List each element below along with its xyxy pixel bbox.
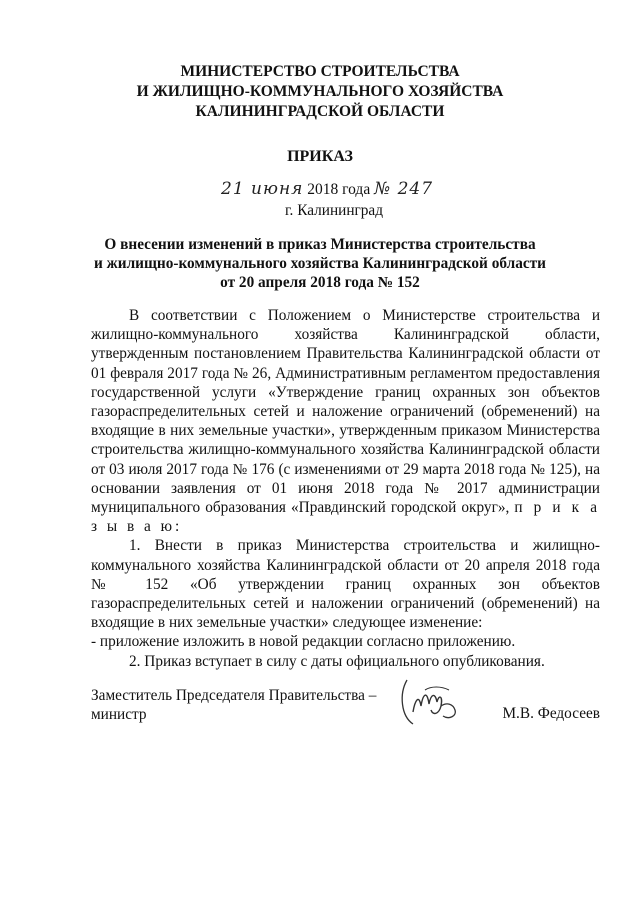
preamble-text: В соответствии с Положением о Министерстве строительства и жилищно-коммунального хозяйства Калининградской области, утвержденным постановлением Правительства Калининградской области от 01 февраля 2017 года № 26, Административным регламентом предоставления государственной услуги «Утверждение границ охранных зон объектов газораспределительных сетей и наложение ограничений (обременений) на входящие в них земельные участки», утвержденным приказом Министерства строительства жилищно-коммунального хозяйства Калининградской области от 03 июля 2017 года № 176 (с изменениями от 29 марта 2018 года № 125), на основании заявления от 01 июня 2018 года № 2017 администрации муниципального образования «Правдинский городской округ»,: [91, 307, 600, 517]
position-line-1: Заместитель Председателя Правительства –: [91, 687, 377, 704]
date-year: 2018 года: [307, 181, 371, 198]
header-line-3: КАЛИНИНГРАДСКОЙ ОБЛАСТИ: [195, 103, 445, 120]
subject-line-2: и жилищно-коммунального хозяйства Калининградской области: [94, 255, 546, 272]
handwritten-number: № 247: [374, 179, 434, 199]
item-2: 2. Приказ вступает в силу с даты официального опубликования.: [129, 652, 545, 670]
order-body: [91, 306, 600, 671]
order-subject: [0, 235, 640, 292]
handwritten-date: 21 июня: [221, 179, 304, 199]
decree-word: п р и к а з ы в а ю:: [91, 499, 600, 536]
position-line-2: министр: [91, 706, 147, 723]
preamble-paragraph: [91, 306, 600, 536]
document-title: ПРИКАЗ: [287, 148, 353, 165]
ministry-header: [0, 62, 640, 122]
order-dateline: [221, 179, 433, 201]
item-1-sub: - приложение изложить в новой редакции согласно приложению.: [91, 633, 516, 651]
subject-line-1: О внесении изменений в приказ Министерства строительства: [104, 236, 536, 253]
header-line-2: И ЖИЛИЩНО-КОММУНАЛЬНОГО ХОЗЯЙСТВА: [136, 83, 504, 100]
subject-line-3: от 20 апреля 2018 года № 152: [220, 274, 420, 291]
signatory-name: М.В. Федосеев: [502, 705, 600, 722]
city-line: г. Калининград: [285, 202, 383, 219]
signatory-position: [91, 686, 376, 724]
handwritten-signature-icon: [397, 672, 469, 730]
header-line-1: МИНИСТЕРСТВО СТРОИТЕЛЬСТВА: [180, 63, 460, 80]
item-1: 1. Внести в приказ Министерства строительства и жилищно-коммунального хозяйства Калининградской области от 20 апреля 2018 года № 152 «Об утверждении границ охранных зон объектов газораспределительных сетей и наложении ограничений (обременений) на входящие в них земельные участки» следующее изменение:: [91, 537, 600, 632]
